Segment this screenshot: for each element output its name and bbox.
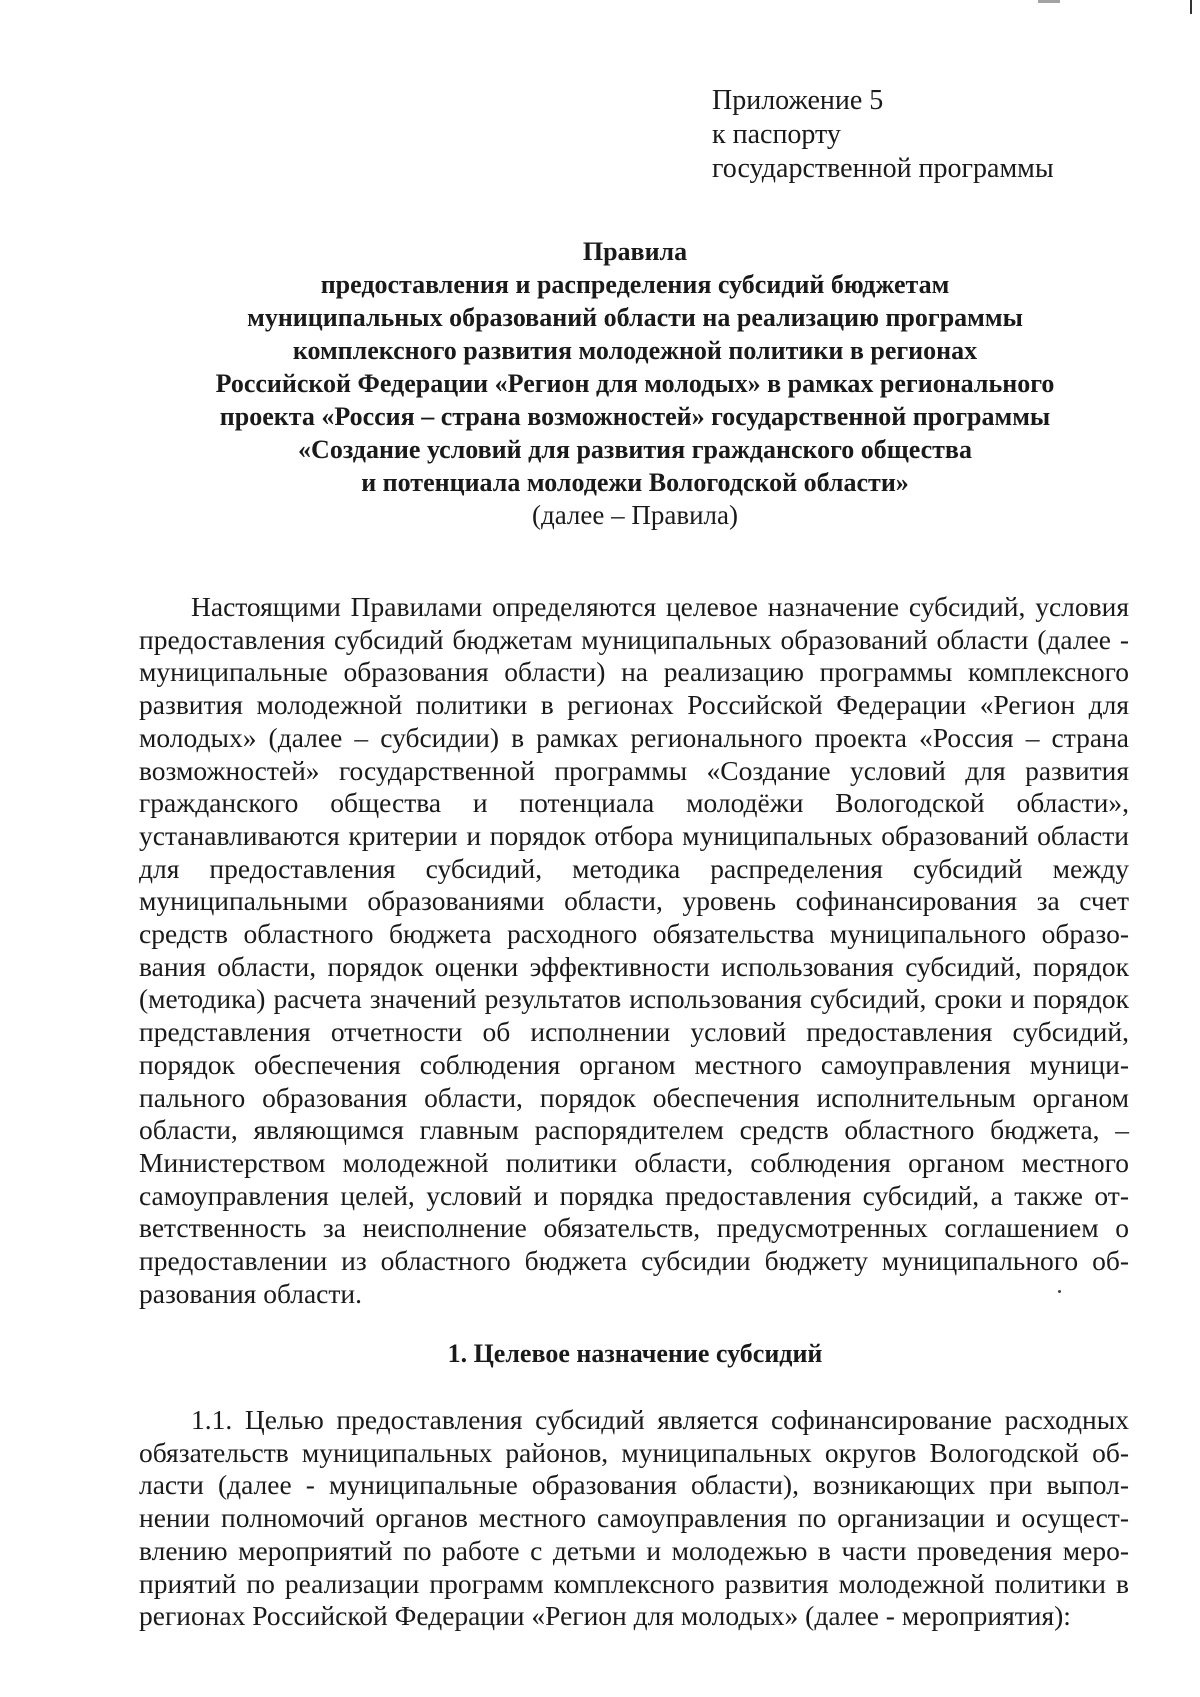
scan-speck [1058,1290,1061,1293]
title-line: и потенциала молодежи Вологодской области» [361,468,909,497]
title-line: комплексного развития молодежной политики в регионах [292,336,978,365]
intro-paragraph-block [139,591,1129,1310]
section-heading: 1. Целевое назначение субсидий [447,1339,823,1368]
scan-edge-mark [1038,0,1060,3]
intro-paragraph: Настоящими Правилами определяются целевое назначение субсидий, условия предоставления субсидий бюджетам муниципальных образований области (далее - муниципальные образования области) на реализацию программы комплексного развития молодежной политики в регионах Российской Федерации «Регион для молодых» (далее – субсидии) в рамках регионального проекта «Россия – страна возможностей» государственной программы «Создание условий для развития гражданского общества и потенциала молодёжи Вологодской области», устанавливаются критерии и порядок отбора муниципальных образований области для предоставления субсидий, методика распределения субсидий между муниципальными образованиями области, уровень софинансирования за счет средств областного бюджета расходного обязательства муниципального образования области, порядок оценки эффективности использования субсидий, порядок (методика) расчета значений результатов использования субсидий, сроки и порядок представления отчетности об исполнении условий предоставления субсидий, порядок обеспечения соблюдения органом местного самоуправления муниципального образования области, порядок обеспечения исполнительным органом области, являющимся главным распорядителем средств областного бюджета, – Министерством молодежной политики области, соблюдения органом местного самоуправления целей, условий и порядка предоставления субсидий, а также ответственность за неисполнение обязательств, предусмотренных соглашением о предоставлении из областного бюджета субсидии бюджету муниципального образования области. [139,591,1129,1309]
appendix-line: Приложение 5 [712,85,884,116]
appendix-note [712,84,1054,186]
paragraph-1-1: 1.1. Целью предоставления субсидий является софинансирование расходных обязательств муниципальных районов, муниципальных округов Вологодской области (далее - муниципальные образования области), возникающих при выполнении полномочий органов местного самоуправления по организации и осуществлению мероприятий по работе с детьми и молодежью в части проведения мероприятий по реализации программ комплексного развития молодежной политики в регионах Российской Федерации «Регион для молодых» (далее - мероприятия): [139,1404,1129,1632]
title-line: муниципальных образований области на реализацию программы [247,303,1023,332]
title-subtitle: (далее – Правила) [531,500,739,530]
title-line: «Создание условий для развития гражданского общества [298,435,972,464]
scan-edge-mark [1190,0,1192,14]
appendix-line: к паспорту [712,119,841,150]
document-title [100,235,1170,532]
section-1-body [139,1404,1129,1633]
title-heading: Правила [582,237,688,266]
title-line: проекта «Россия – страна возможностей» государственной программы [219,402,1051,431]
title-line: Российской Федерации «Регион для молодых» в рамках регионального [215,369,1055,398]
title-line: предоставления и распределения субсидий бюджетам [320,270,950,299]
appendix-line: государственной программы [712,153,1054,184]
